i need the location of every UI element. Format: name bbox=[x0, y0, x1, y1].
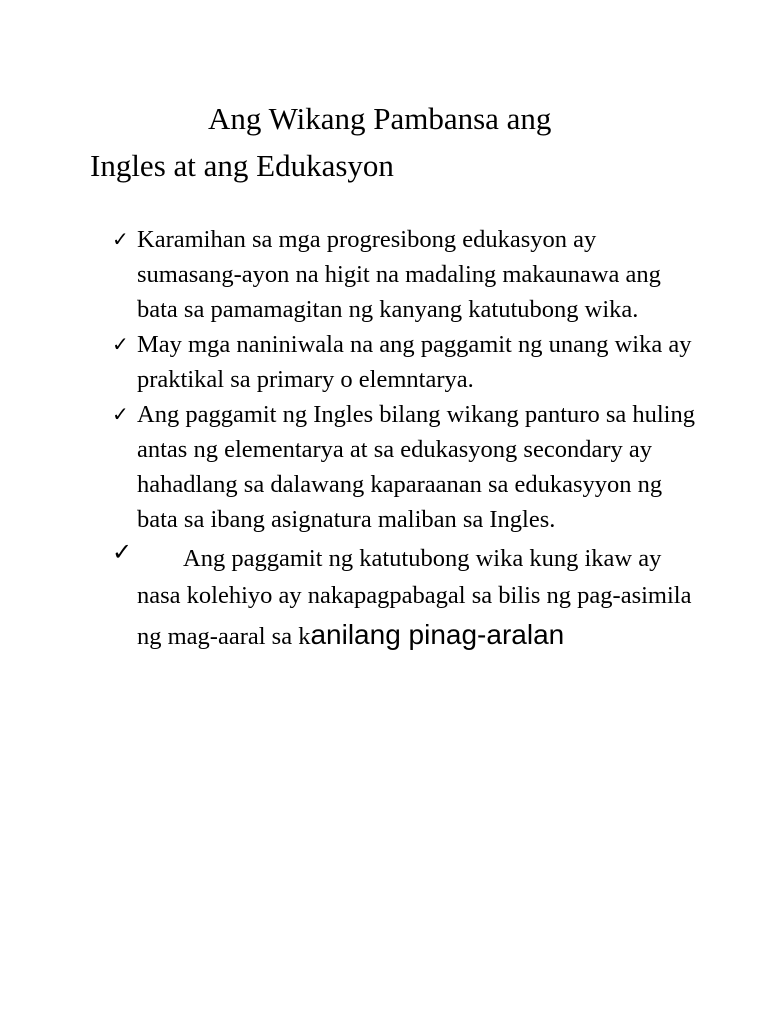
checkmark-icon: ✓ bbox=[112, 227, 129, 251]
title-line-2: Ingles at ang Edukasyon bbox=[90, 148, 394, 183]
bullet-text: Ang paggamit ng Ingles bilang wikang panturo sa huling antas ng elementarya at sa edukasyong secondary ay hahadlang sa dalawang kaparaanan sa edukasyyon ng bata sa ibang asignatura maliban sa Ingles. bbox=[137, 401, 695, 533]
bullet-text-part-1: Ang paggamit ng katutubong wika kung ikaw ay nasa kolehiyo ay nakapagpabagal sa bilis ng pag-asimila ng mag-aaral sa k bbox=[137, 545, 692, 650]
checkmark-icon: ✓ bbox=[112, 332, 129, 356]
checkmark-icon: ✓ bbox=[112, 538, 133, 566]
list-item bbox=[112, 397, 702, 537]
bullet-text-part-2: anilang pinag-aralan bbox=[310, 619, 565, 650]
list-item bbox=[112, 222, 702, 327]
page-title bbox=[90, 95, 730, 189]
title-line-1: Ang Wikang Pambansa ang bbox=[208, 101, 552, 136]
list-item bbox=[112, 327, 702, 397]
bullet-text: Karamihan sa mga progresibong edukasyon ay sumasang-ayon na higit na madaling makaunawa ang bata sa pamamagitan ng kanyang katutubong wika. bbox=[137, 226, 661, 323]
list-item bbox=[112, 540, 702, 656]
bullet-list bbox=[112, 222, 702, 656]
checkmark-icon: ✓ bbox=[112, 402, 129, 426]
bullet-text: May mga naniniwala na ang paggamit ng unang wika ay praktikal sa primary o elemntarya. bbox=[137, 331, 692, 393]
